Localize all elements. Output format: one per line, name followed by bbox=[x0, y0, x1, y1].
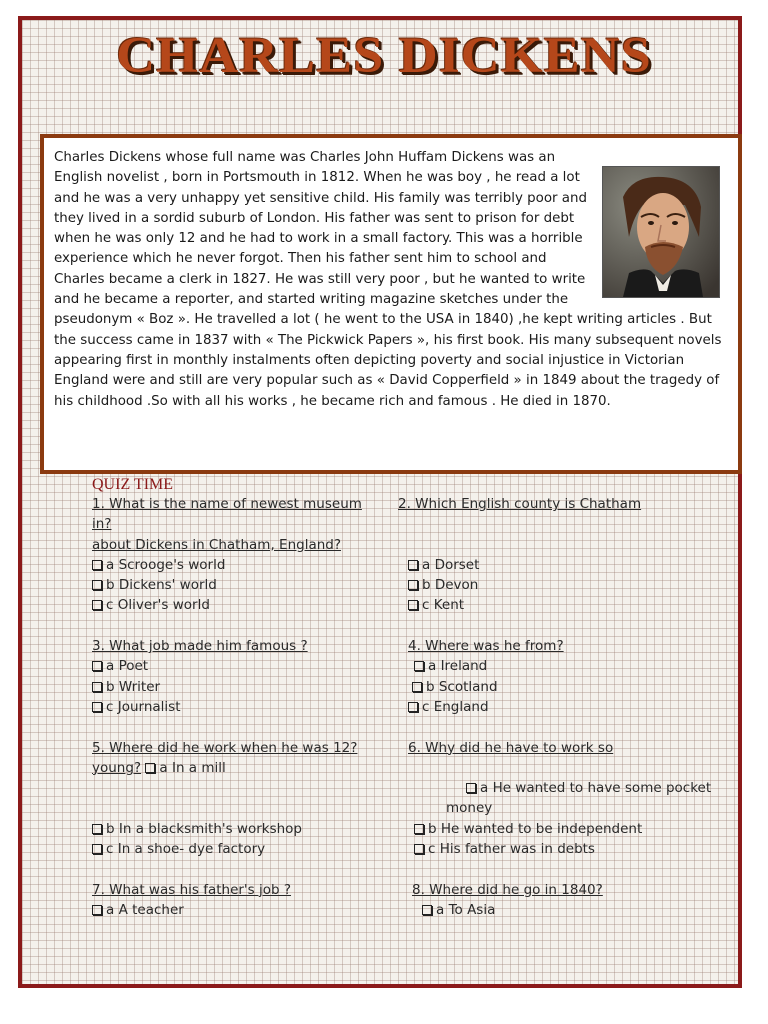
q5-option-a[interactable]: a In a mill bbox=[145, 760, 225, 776]
question-4: 4. Where was he from? bbox=[408, 638, 564, 655]
quiz-row bbox=[92, 677, 692, 697]
page-title: CHARLES DICKENS bbox=[116, 26, 652, 84]
checkbox-icon[interactable] bbox=[92, 824, 102, 834]
checkbox-icon[interactable] bbox=[145, 763, 155, 773]
question-8: 8. Where did he go in 1840? bbox=[412, 881, 603, 898]
checkbox-icon[interactable] bbox=[408, 600, 418, 610]
quiz-row bbox=[92, 656, 692, 676]
checkbox-icon[interactable] bbox=[414, 844, 424, 854]
checkbox-icon[interactable] bbox=[408, 580, 418, 590]
quiz-row bbox=[92, 575, 692, 595]
q6-option-a-cont: money bbox=[446, 800, 493, 817]
q6-option-a[interactable]: a He wanted to have some pocket bbox=[466, 778, 711, 798]
checkbox-icon[interactable] bbox=[422, 905, 432, 915]
q3-option-b[interactable]: b Writer bbox=[92, 677, 160, 697]
question-5: 5. Where did he work when he was 12? bbox=[92, 739, 358, 756]
question-7: 7. What was his father's job ? bbox=[92, 881, 292, 898]
checkbox-icon[interactable] bbox=[92, 702, 102, 712]
quiz-row bbox=[92, 494, 692, 514]
question-5-cont: young? bbox=[92, 759, 142, 776]
checkbox-icon[interactable] bbox=[92, 905, 102, 915]
q1-option-b[interactable]: b Dickens' world bbox=[92, 575, 217, 595]
q4-option-a[interactable]: a Ireland bbox=[414, 656, 487, 676]
quiz-row bbox=[92, 819, 692, 839]
checkbox-icon[interactable] bbox=[408, 702, 418, 712]
q5-option-b[interactable]: b In a blacksmith's workshop bbox=[92, 819, 302, 839]
checkbox-icon[interactable] bbox=[466, 783, 476, 793]
quiz-row bbox=[92, 697, 692, 717]
question-2-cont: in? bbox=[92, 516, 112, 533]
q3-option-a[interactable]: a Poet bbox=[92, 656, 148, 676]
biography-text: Charles Dickens whose full name was Charles John Huffam Dickens was an English novelist , born in Portsmouth in 1812. When he was boy , he read a lot and he was a very unhappy yet sensitive child. His family was terribly poor and they lived in a sordid suburb of London. His father was sent to prison for debt when he was only 12 and he had to work in a small factory. This was a horrible experience which he never forgot. Then his father sent him to school and Charles became a clerk in 1827. He was still very poor , but he wanted to write and he became a reporter, and started writing magazine sketches under the pseudonym « Boz ». He travelled a lot ( he went to the USA in 1840) ,he kept writing articles . But the success came in 1837 with « The Pickwick Papers », his first book. His many subsequent novels appearing first in monthly instalments often depicting poverty and social injustice in Victorian England were and still are very popular such as « David Copperfield » in 1849 about the tragedy of his childhood .So with all his works , he became rich and famous . He died in 1870. bbox=[54, 150, 722, 409]
quiz-row bbox=[92, 535, 692, 555]
q6-option-b[interactable]: b He wanted to be independent bbox=[414, 819, 642, 839]
q8-option-a[interactable]: a To Asia bbox=[422, 900, 495, 920]
quiz-row bbox=[92, 555, 692, 575]
checkbox-icon[interactable] bbox=[414, 661, 424, 671]
quiz-row bbox=[92, 738, 692, 758]
checkbox-icon[interactable] bbox=[92, 682, 102, 692]
q1-option-a[interactable]: a Scrooge's world bbox=[92, 555, 225, 575]
quiz-row bbox=[92, 778, 712, 798]
q4-option-b[interactable]: b Scotland bbox=[412, 677, 498, 697]
q2-option-a[interactable]: a Dorset bbox=[408, 555, 479, 575]
quiz-title: QUIZ TIME bbox=[92, 476, 174, 493]
q4-option-c[interactable]: c England bbox=[408, 697, 489, 717]
question-3: 3. What job made him famous ? bbox=[92, 638, 308, 655]
q2-option-c[interactable]: c Kent bbox=[408, 595, 464, 615]
quiz-row bbox=[92, 595, 692, 615]
question-2: 2. Which English county is Chatham bbox=[398, 496, 642, 512]
quiz-section bbox=[92, 476, 712, 920]
quiz-row bbox=[92, 798, 692, 818]
checkbox-icon[interactable] bbox=[92, 580, 102, 590]
checkbox-icon[interactable] bbox=[92, 661, 102, 671]
quiz-row bbox=[92, 758, 692, 778]
quiz-row bbox=[92, 514, 692, 534]
question-1: 1. What is the name of newest museum bbox=[92, 496, 362, 512]
question-6: 6. Why did he have to work so bbox=[408, 739, 614, 756]
q3-option-c[interactable]: c Journalist bbox=[92, 697, 180, 717]
q7-option-a[interactable]: a A teacher bbox=[92, 900, 184, 920]
q1-option-c[interactable]: c Oliver's world bbox=[92, 595, 210, 615]
quiz-row bbox=[92, 839, 692, 859]
portrait-image bbox=[603, 167, 719, 297]
checkbox-icon[interactable] bbox=[412, 682, 422, 692]
q5-option-c[interactable]: c In a shoe- dye factory bbox=[92, 839, 265, 859]
checkbox-icon[interactable] bbox=[92, 560, 102, 570]
quiz-row bbox=[92, 900, 692, 920]
question-1-cont: about Dickens in Chatham, England? bbox=[92, 536, 342, 553]
checkbox-icon[interactable] bbox=[92, 844, 102, 854]
quiz-row bbox=[92, 636, 692, 656]
checkbox-icon[interactable] bbox=[408, 560, 418, 570]
biography-box bbox=[40, 134, 742, 474]
checkbox-icon[interactable] bbox=[414, 824, 424, 834]
dickens-portrait bbox=[602, 166, 720, 298]
checkbox-icon[interactable] bbox=[92, 600, 102, 610]
q6-option-c[interactable]: c His father was in debts bbox=[414, 839, 595, 859]
quiz-row bbox=[92, 880, 692, 900]
q2-option-b[interactable]: b Devon bbox=[408, 575, 478, 595]
